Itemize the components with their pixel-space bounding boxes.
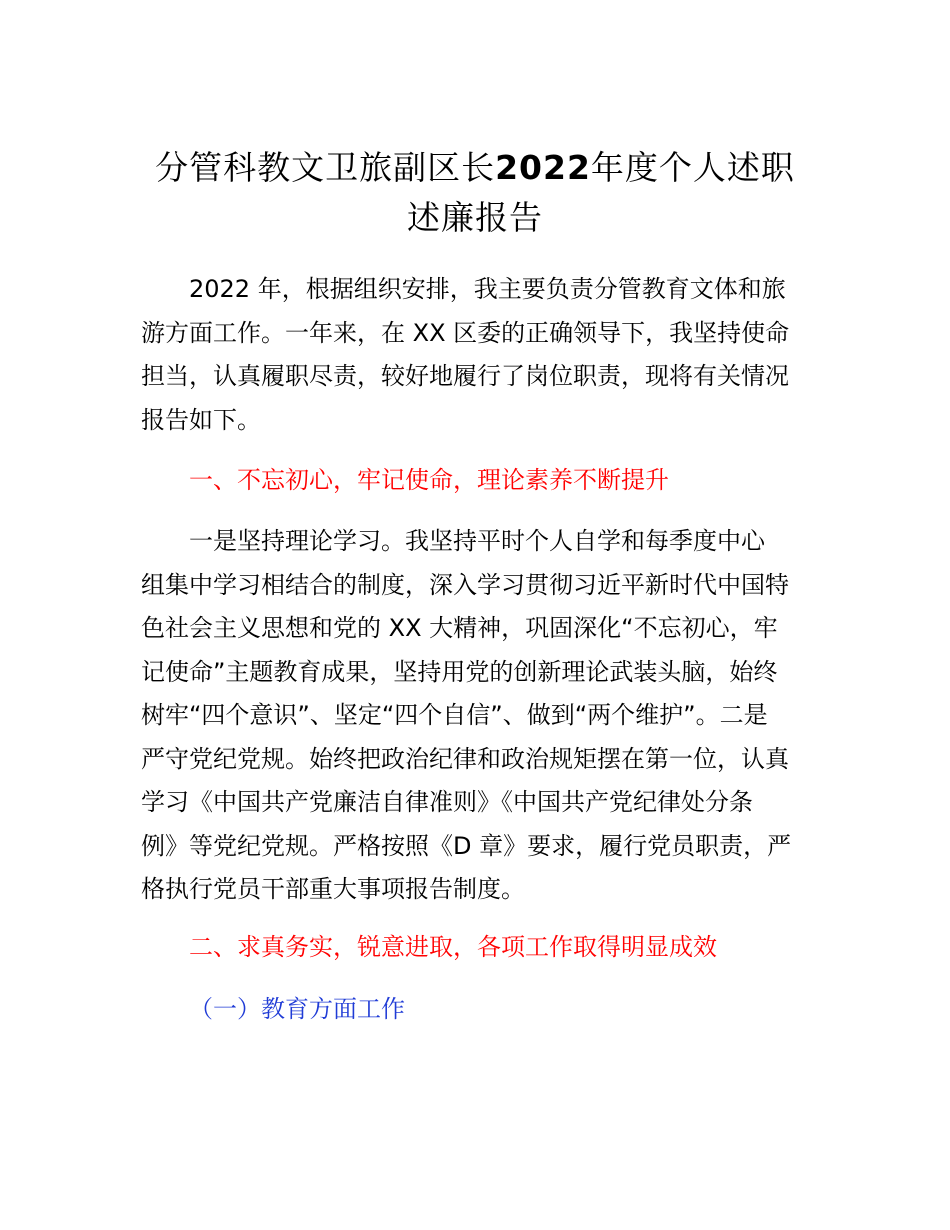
subsection-1-heading: （一）教育方面工作 bbox=[189, 995, 405, 1023]
intro-paragraph bbox=[141, 268, 821, 442]
title-part-b: 年度个人述职 bbox=[590, 148, 795, 187]
body-line: 树牢“四个意识”、坚定“四个自信”、做到“两个维护”。二是 bbox=[141, 701, 768, 729]
title-part-a: 分管科教文卫旅副区长 bbox=[155, 148, 496, 187]
section-1-paragraph bbox=[141, 520, 821, 912]
intro-line: 2022 年，根据组织安排，我主要负责分管教育文体和旅 bbox=[189, 275, 786, 303]
document-title bbox=[100, 143, 850, 193]
intro-line: 担当，认真履职尽责，较好地履行了岗位职责，现将有关情况 bbox=[141, 362, 789, 390]
intro-line: 报告如下。 bbox=[141, 405, 261, 434]
body-line: 例》等党纪党规。严格按照《D 章》要求，履行党员职责，严 bbox=[141, 831, 792, 860]
body-line: 一是坚持理论学习。我坚持平时个人自学和每季度中心 bbox=[189, 527, 765, 555]
intro-line: 游方面工作。一年来，在 XX 区委的正确领导下，我坚持使命 bbox=[141, 318, 790, 347]
title-year: 2022 bbox=[495, 148, 591, 187]
body-line: 记使命”主题教育成果，坚持用党的创新理论武装头脑，始终 bbox=[141, 657, 778, 686]
body-line: 组集中学习相结合的制度，深入学习贯彻习近平新时代中国特 bbox=[141, 570, 789, 599]
body-line: 色社会主义思想和党的 XX 大精神，巩固深化“不忘初心，牢 bbox=[141, 614, 778, 642]
section-2-heading: 二、求真务实，锐意进取，各项工作取得明显成效 bbox=[189, 933, 717, 961]
body-line: 学习《中国共产党廉洁自律准则》《中国共产党纪律处分条 bbox=[141, 788, 753, 816]
document-title-line-2: 述廉报告 bbox=[407, 198, 543, 237]
section-1-heading: 一、不忘初心，牢记使命，理论素养不断提升 bbox=[189, 466, 669, 494]
title-line-1 bbox=[155, 148, 795, 187]
body-line: 严守党纪党规。始终把政治纪律和政治规矩摆在第一位，认真 bbox=[141, 744, 789, 773]
body-line: 格执行党员干部重大事项报告制度。 bbox=[141, 875, 525, 903]
